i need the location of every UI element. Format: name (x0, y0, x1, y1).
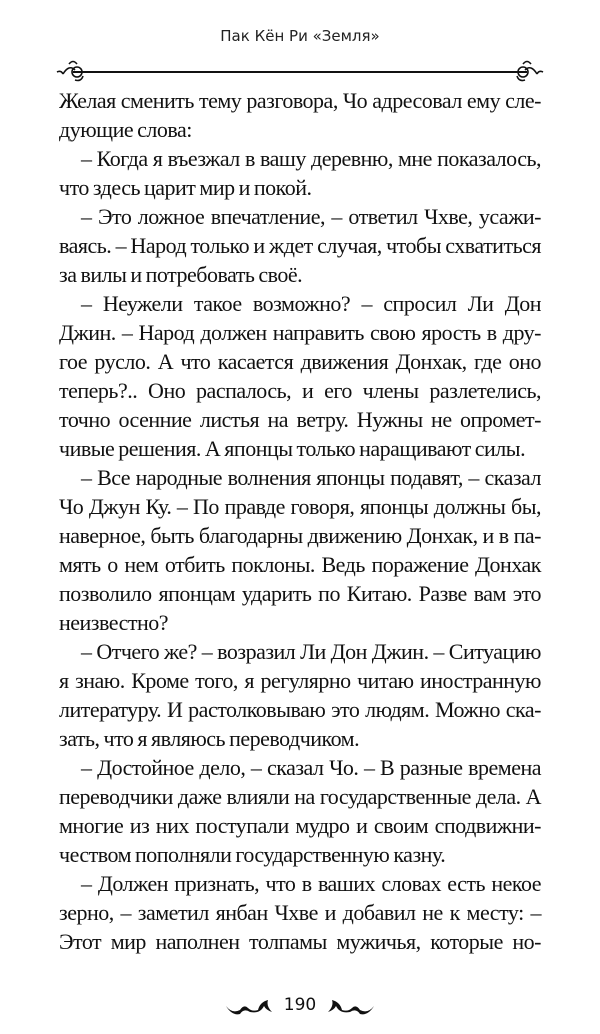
text-line: наверное, быть благодарны движению Донхак, и в па- (59, 523, 541, 548)
text-line: что здесь царит мир и покой. (59, 175, 312, 200)
text-line: чивые решения. А японцы только наращивают силы. (59, 436, 526, 461)
text-line: Желая сменить тему разговора, Чо адресовал ему сле- (59, 88, 541, 113)
text-line: дующие слова: (59, 117, 192, 142)
text-line: переводчики даже влияли на государственные дела. А (59, 784, 541, 809)
text-line: Этот мир наполнен толпамы мужичья, которые но- (59, 929, 541, 954)
text-line: Чо Джун Ку. – По правде говоря, японцы должны бы, (59, 494, 541, 519)
text-line: литературу. И растолковываю это людям. Можно ска- (59, 697, 541, 722)
ornamental-rule (55, 58, 545, 84)
text-line: – Когда я въезжал в вашу деревню, мне показалось, (81, 146, 541, 171)
flourish-left-icon (224, 994, 274, 1016)
text-line: я знаю. Кроме того, я регулярно читаю иностранную (59, 668, 541, 693)
running-title: Пак Кён Ри «Земля» (220, 27, 380, 45)
text-line: неизвестно? (59, 610, 168, 635)
text-line: – Все народные волнения японцы подавят, – сказал (81, 465, 541, 490)
text-line: зать, что я являюсь переводчиком. (59, 726, 360, 751)
text-line: за вилы и потребовать своё. (59, 262, 303, 287)
page-number: 190 (283, 995, 317, 1015)
text-line: зерно, – заметил янбан Чхве и добавил не к месту: – (59, 900, 541, 925)
text-line: – Это ложное впечатление, – ответил Чхве, усажи- (81, 204, 541, 229)
text-line: точно осенние листья на ветру. Нужны не опромет- (59, 407, 541, 432)
text-line: гое русло. А что касается движения Донхак, где оно (59, 349, 541, 374)
flourish-right-icon (326, 994, 376, 1016)
text-line: – Должен признать, что в ваших словах есть некое (81, 871, 541, 896)
text-line: – Достойное дело, – сказал Чо. – В разные времена (81, 755, 541, 780)
text-line: многие из них поступали мудро и своим сподвижни- (59, 813, 541, 838)
text-line: ваясь. – Народ только и ждет случая, чтобы схватиться (59, 233, 541, 258)
text-line: чеством пополняли государственную казну. (59, 842, 446, 867)
text-line: – Неужели такое возможно? – спросил Ли Дон (81, 291, 541, 316)
text-line: мять о нем отбить поклоны. Ведь поражение Донхак (59, 552, 541, 577)
text-line: теперь?.. Оно распалось, и его члены разлетелись, (59, 378, 541, 403)
body-text (59, 86, 541, 956)
text-line: позволило японцам ударить по Китаю. Разве вам это (59, 581, 541, 606)
text-line: Джин. – Народ должен направить свою ярость в дру- (59, 320, 541, 345)
page-footer (0, 990, 600, 1020)
text-line: – Отчего же? – возразил Ли Дон Джин. – Ситуацию (81, 639, 541, 664)
